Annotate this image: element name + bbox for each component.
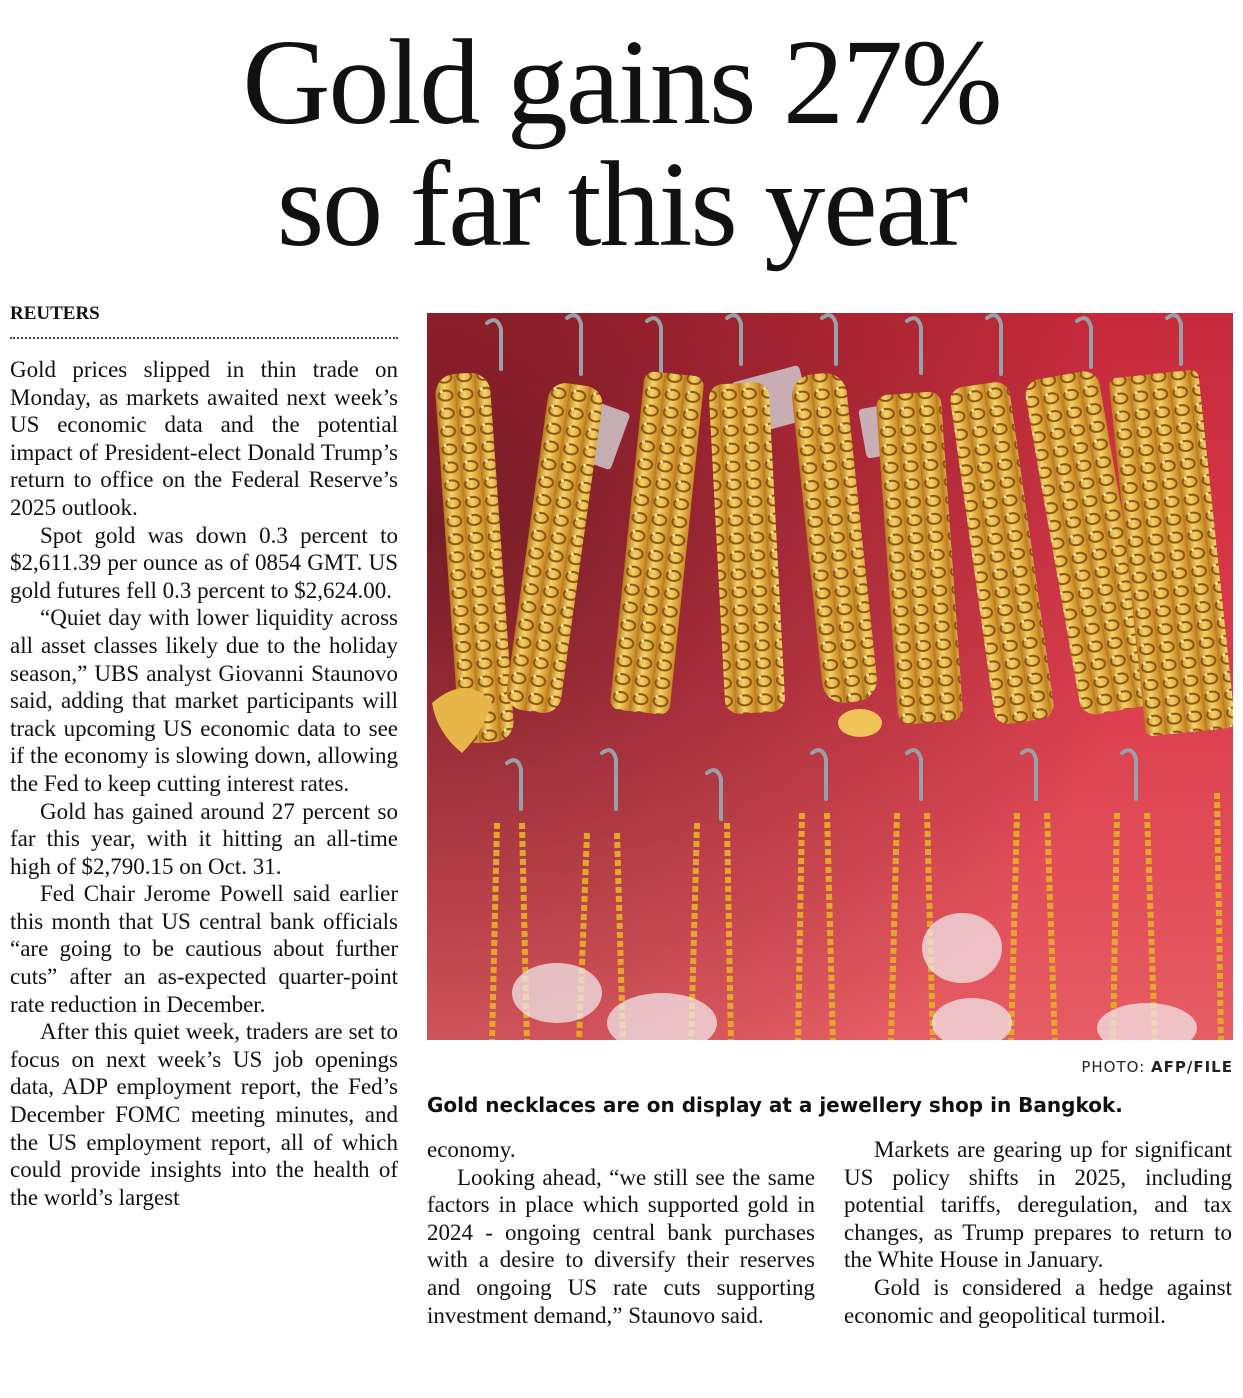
jewellery-illustration: [427, 313, 1233, 1040]
photo-credit: [1081, 1058, 1233, 1076]
paragraph: Markets are gearing up for significant US policy shifts in 2025, including potential tariffs, deregulation, and tax changes, as Trump prepares to return to the White House in January.: [844, 1137, 1232, 1273]
photo-credit-label: PHOTO:: [1081, 1058, 1146, 1076]
paragraph: After this quiet week, traders are set to focus on next week’s US job openings data, ADP employment report, the Fed’s December FOMC meeting minutes, and the US employment report, all of which could provide insights into the health of the world’s largest: [10, 1019, 398, 1210]
photo-caption: Gold necklaces are on display at a jewellery shop in Bangkok.: [427, 1093, 1123, 1117]
paragraph: economy.: [427, 1137, 516, 1162]
paragraph: “Quiet day with lower liquidity across all asset classes likely due to the holiday season,” UBS analyst Giovanni Staunovo said, adding that market participants will track upcoming US economic data to see if the economy is slowing down, allowing the Fed to keep cutting interest rates.: [10, 605, 398, 796]
headline: [0, 15, 1243, 272]
article-column-2: [427, 1136, 815, 1329]
paragraph: Fed Chair Jerome Powell said earlier this month that US central bank officials “are going to be cautious about further cuts” after an as-expected quarter-point rate reduction in December.: [10, 881, 398, 1017]
headline-line-2: so far this year: [276, 137, 967, 272]
byline: REUTERS: [10, 303, 398, 339]
paragraph: Gold is considered a hedge against economic and geopolitical turmoil.: [844, 1274, 1232, 1328]
paragraph: Gold has gained around 27 percent so far this year, with it hitting an all-time high of $2,790.15 on Oct. 31.: [10, 798, 398, 879]
photo-credit-source: AFP/FILE: [1151, 1058, 1233, 1076]
headline-line-1: Gold gains 27%: [242, 15, 1001, 150]
paragraph: Spot gold was down 0.3 percent to $2,611.39 per ounce as of 0854 GMT. US gold futures fell 0.3 percent to $2,624.00.: [10, 522, 398, 603]
article-column-1: [10, 356, 398, 1396]
gold-necklaces-photo: [427, 313, 1233, 1040]
paragraph: Gold prices slipped in thin trade on Monday, as markets awaited next week’s US economic data and the potential impact of President-elect Donald Trump’s return to office on the Federal Reserve’s 2025 outlook.: [10, 357, 398, 520]
article-column-3: [844, 1136, 1232, 1329]
paragraph: Looking ahead, “we still see the same factors in place which supported gold in 2024 - ongoing central bank purchases with a desire to diversify their reserves and ongoing US rate cuts supporting investment demand,” Staunovo said.: [427, 1164, 815, 1328]
